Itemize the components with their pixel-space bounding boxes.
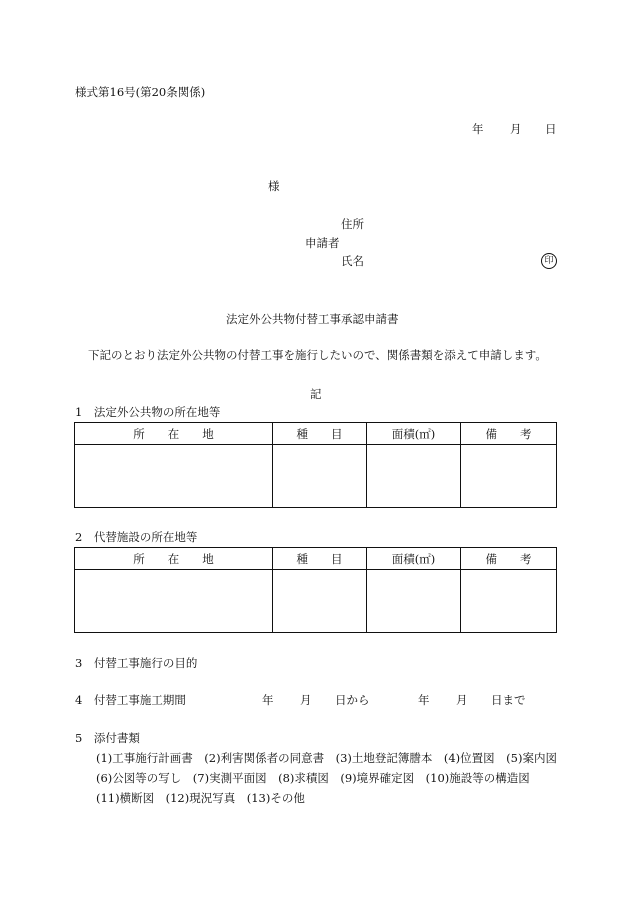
address-label: 住所 [341,217,364,231]
header-remarks: 備 考 [461,423,557,445]
attachment-list: (1)工事施行計画書 (2)利害関係者の同意書 (3)土地登記簿謄本 (4)位置図 (5)案内図 (6)公図等の写し (7)実測平面図 (8)求積図 (9)境界確定図 (10)施設等の構造図 (11)横断図 (12)現況写真 (13)その他 [96,751,569,805]
section2-table [74,547,557,633]
name-label: 氏名 [341,254,364,268]
cell-remarks[interactable] [461,570,557,633]
cell-location[interactable] [75,445,273,508]
table-header-row [75,548,557,570]
section2-title: 2 代替施設の所在地等 [75,530,198,544]
ki-heading: 記 [310,387,322,401]
section1-table [74,422,557,508]
document-title: 法定外公共物付替工事承認申請書 [226,312,399,326]
header-area: 面積(㎡) [367,548,461,570]
header-location: 所 在 地 [75,423,273,445]
cell-area[interactable] [367,445,461,508]
date-year: 年 [472,122,484,136]
intro-text: 下記のとおり法定外公共物の付替工事を施行したいので、関係書類を添えて申請します。 [88,348,547,362]
date-month: 月 [510,122,522,136]
header-location: 所 在 地 [75,548,273,570]
period-from-month: 月 [300,693,312,707]
period-to-month: 月 [456,693,468,707]
section3-title: 3 付替工事施行の目的 [75,656,198,670]
cell-location[interactable] [75,570,273,633]
table-header-row [75,423,557,445]
table-row [75,445,557,508]
cell-type[interactable] [273,445,367,508]
header-type: 種 目 [273,548,367,570]
section1-title: 1 法定外公共物の所在地等 [75,405,221,419]
period-from-day: 日から [335,693,370,707]
header-remarks: 備 考 [461,548,557,570]
form-number: 様式第16号(第20条関係) [75,85,206,99]
table-row [75,570,557,633]
date-day: 日 [545,122,557,136]
cell-area[interactable] [367,570,461,633]
cell-type[interactable] [273,570,367,633]
seal-mark: 印 [541,253,557,269]
header-type: 種 目 [273,423,367,445]
section4-title: 4 付替工事施工期間 [75,693,186,707]
period-to-year: 年 [418,693,430,707]
addressee-suffix: 様 [268,179,280,193]
period-to-day: 日まで [491,693,526,707]
section5-title: 5 添付書類 [75,731,140,745]
period-from-year: 年 [262,693,274,707]
header-area: 面積(㎡) [367,423,461,445]
applicant-label: 申請者 [305,236,340,250]
cell-remarks[interactable] [461,445,557,508]
